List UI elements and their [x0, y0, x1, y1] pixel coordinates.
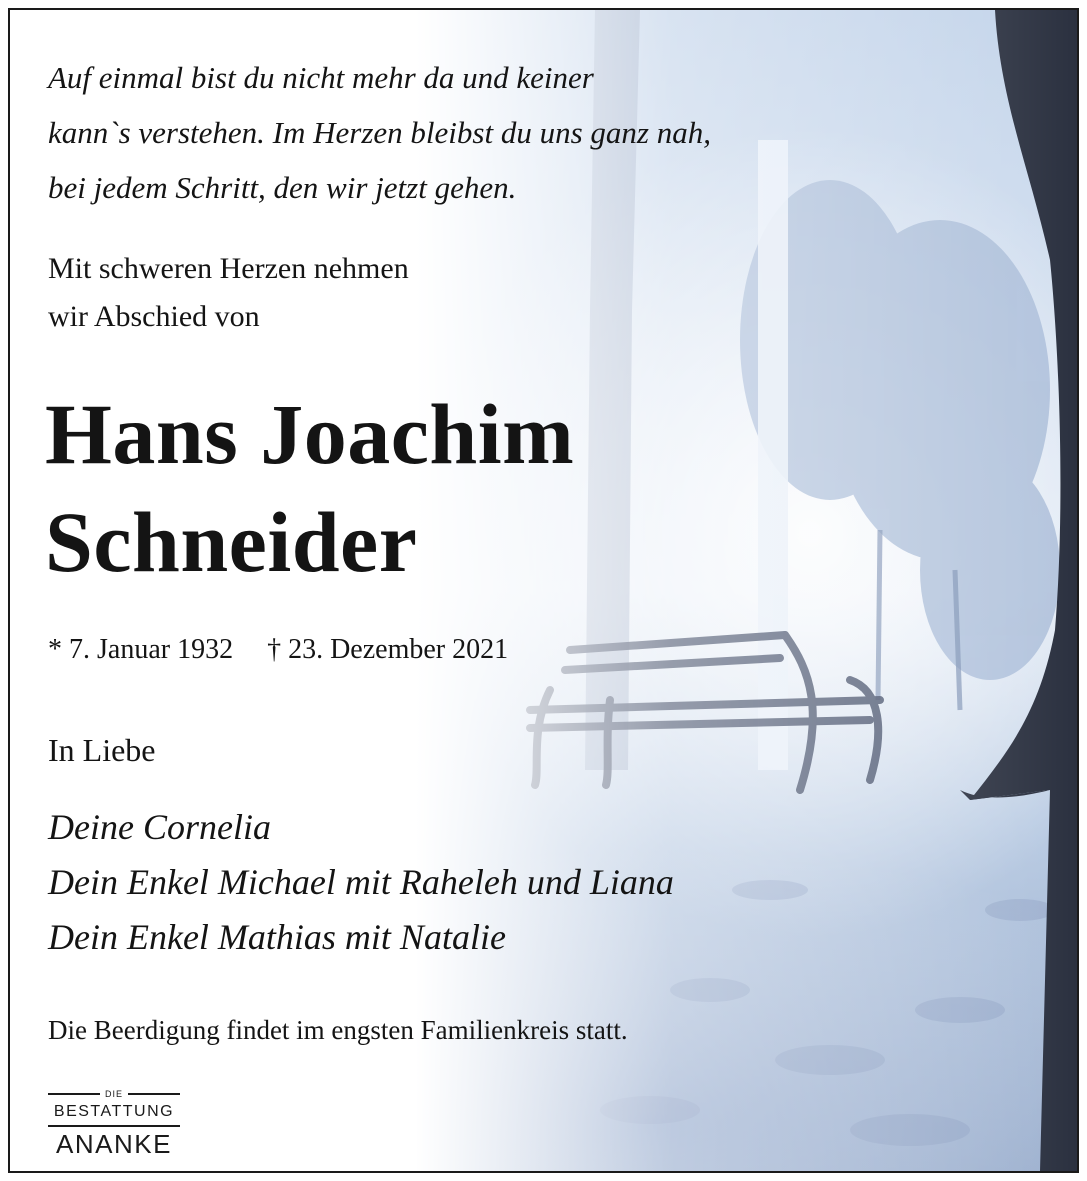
poem [48, 50, 711, 215]
family-member: Deine Cornelia [48, 807, 271, 847]
intro-line: wir Abschied von [48, 300, 260, 333]
farewell-intro [48, 245, 409, 341]
intro-line: Mit schweren Herzen nehmen [48, 252, 409, 285]
poem-line: kann`s verstehen. Im Herzen bleibst du uns ganz nah, [48, 115, 711, 150]
life-dates [48, 630, 508, 670]
logo-rule [48, 1125, 180, 1127]
family-list [48, 800, 674, 965]
deceased-name [45, 380, 574, 596]
logo-bestattung: BESTATTUNG [53, 1103, 175, 1120]
poem-line: Auf einmal bist du nicht mehr da und keiner [48, 60, 594, 95]
poem-line: bei jedem Schritt, den wir jetzt gehen. [48, 170, 517, 205]
logo-die: DIE [105, 1089, 124, 1099]
death-date: † 23. Dezember 2021 [267, 634, 509, 665]
deceased-first-names: Hans Joachim [45, 386, 575, 482]
family-member: Dein Enkel Mathias mit Natalie [48, 917, 506, 957]
in-liebe-label: In Liebe [48, 732, 156, 768]
logo-die-row [48, 1088, 180, 1100]
logo-line [48, 1093, 100, 1095]
funeral-home-logo [48, 1088, 180, 1159]
logo-ananke: ANANKE [56, 1128, 172, 1159]
logo-line [128, 1093, 180, 1095]
funeral-note: Die Beerdigung findet im engsten Familienkreis statt. [48, 1015, 628, 1045]
birth-date: * 7. Januar 1932 [48, 634, 234, 665]
family-member: Dein Enkel Michael mit Raheleh und Liana [48, 862, 674, 902]
deceased-last-name: Schneider [45, 494, 418, 590]
